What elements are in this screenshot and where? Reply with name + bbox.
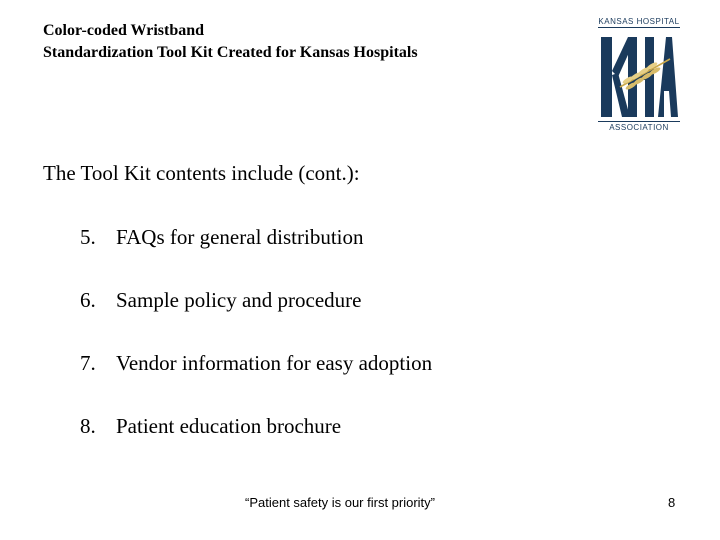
logo-bottom-text: ASSOCIATION	[598, 121, 680, 133]
list-item	[80, 350, 432, 376]
contents-lead-text: The Tool Kit contents include (cont.):	[43, 161, 360, 185]
list-item-number: 8.	[80, 414, 96, 438]
kha-logo	[598, 16, 680, 132]
list-item-number: 6.	[80, 288, 96, 312]
logo-mark	[598, 29, 680, 119]
list-item-number: 5.	[80, 225, 96, 249]
list-item	[80, 287, 362, 313]
page-number: 8	[668, 495, 676, 510]
list-item-text: Vendor information for easy adoption	[116, 351, 433, 375]
list-item-text: Patient education brochure	[116, 414, 342, 438]
list-item-text: FAQs for general distribution	[116, 225, 364, 249]
slide-title	[43, 20, 563, 64]
slide-title-line-1: Color-coded Wristband	[43, 22, 205, 39]
logo-top-text: KANSAS HOSPITAL	[598, 17, 680, 26]
list-item	[80, 224, 364, 250]
list-item-text: Sample policy and procedure	[116, 288, 362, 312]
footer-quote: “Patient safety is our first priority”	[245, 495, 435, 510]
slide-title-line-2: Standardization Tool Kit Created for Kansas Hospitals	[43, 44, 418, 61]
list-item	[80, 413, 341, 439]
list-item-number: 7.	[80, 351, 96, 375]
